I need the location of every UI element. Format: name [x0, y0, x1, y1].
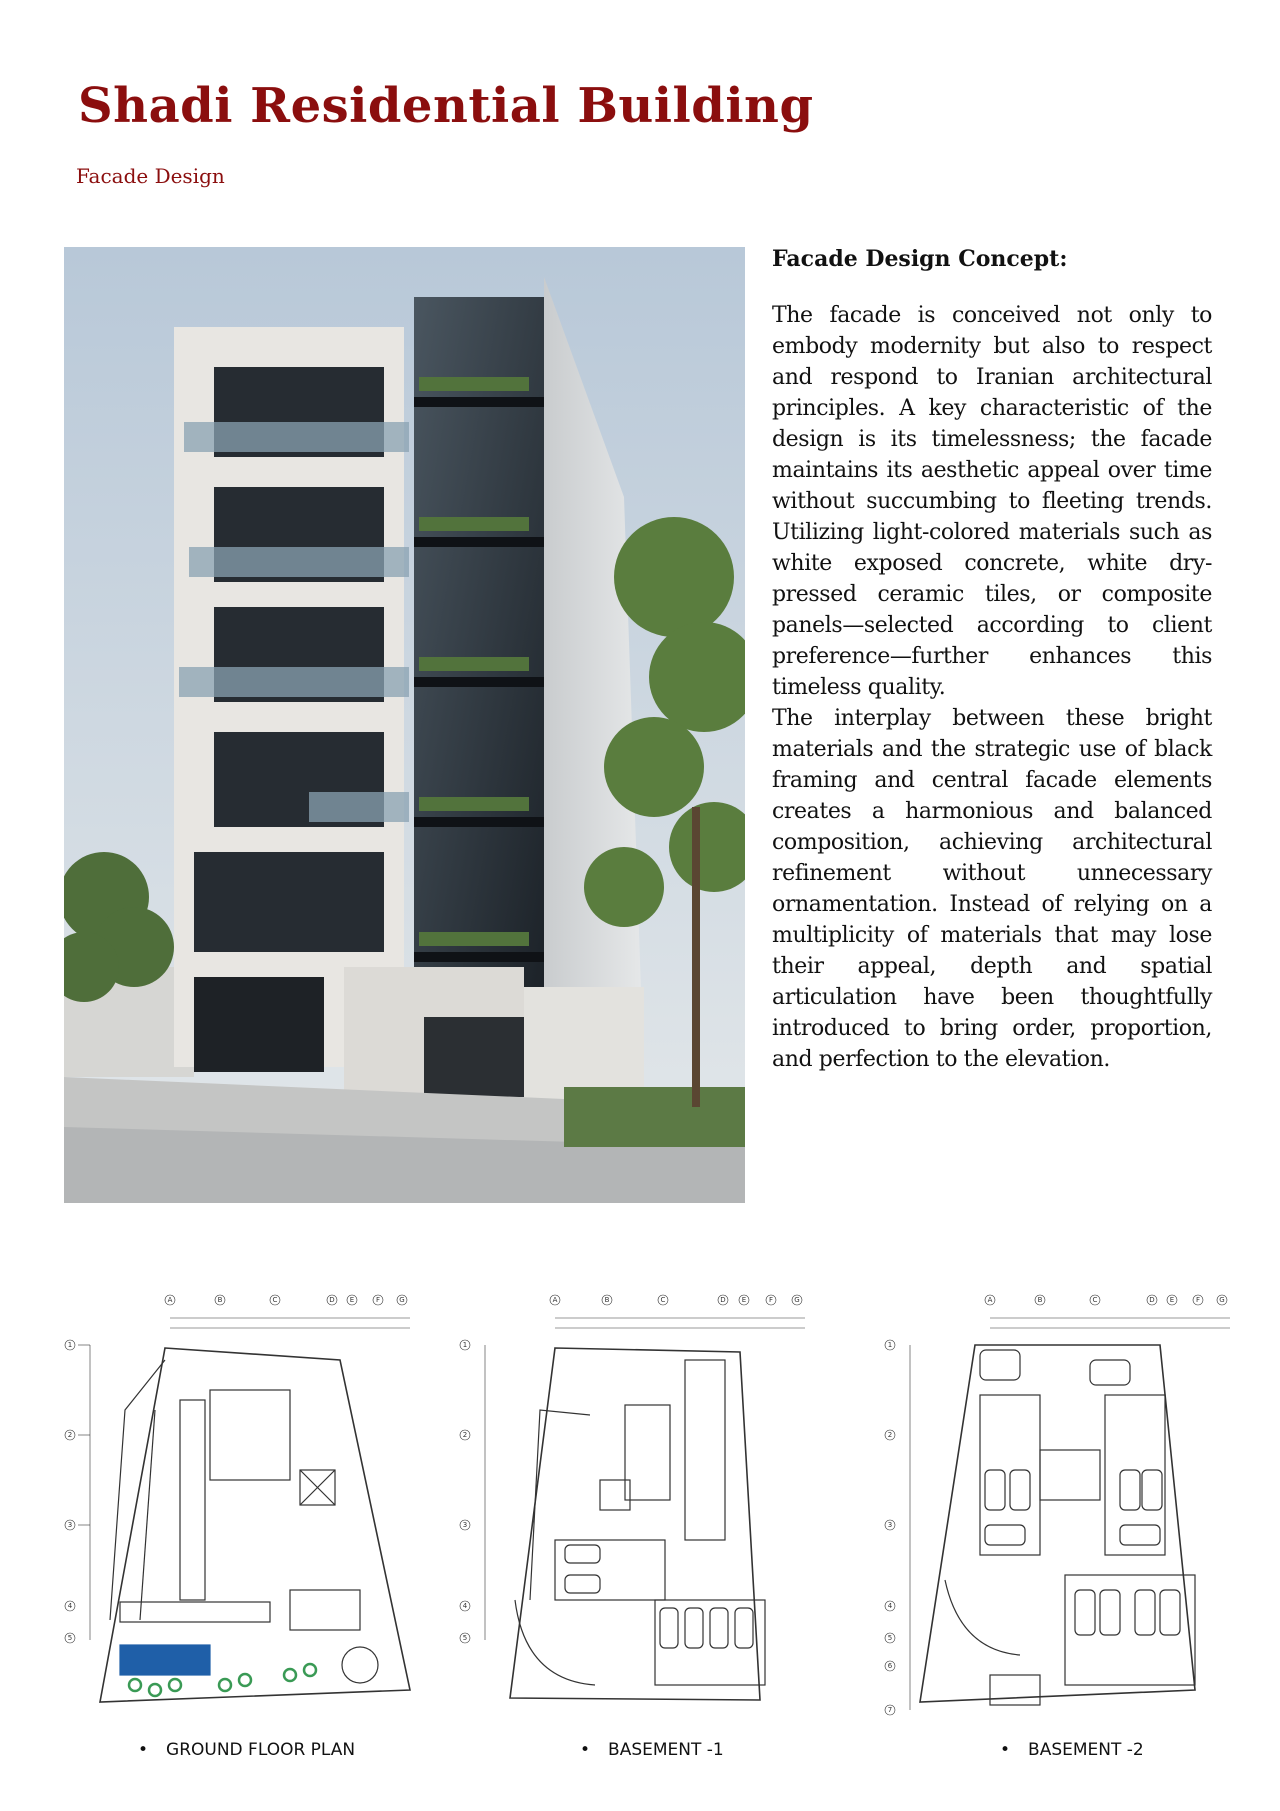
grid-label: C	[1092, 1296, 1098, 1304]
facade-photo	[64, 247, 745, 1203]
grid-label: C	[272, 1296, 278, 1304]
row-label: 4	[67, 1602, 73, 1610]
grid-label: C	[660, 1296, 666, 1304]
caption-label: BASEMENT -2	[1028, 1740, 1144, 1760]
ground-floor-plan	[60, 1290, 430, 1720]
concept-paragraph-2: The interplay between these bright materials and the strategic use of black framing and central facade elements creates a harmonious and balanced composition, achieving architectural refinement without unnecessary ornamentation. Instead of relying on a multiplicity of materials that may lose their appeal, depth and spatial articulation have been thoughtfully introduced to bring order, proportion, and perfection to the elevation.	[772, 706, 1212, 1072]
row-label: 2	[462, 1431, 468, 1439]
row-label: 4	[887, 1602, 893, 1610]
page-subtitle: Facade Design	[76, 164, 225, 188]
row-label: 3	[462, 1521, 468, 1529]
bullet-icon: •	[580, 1740, 591, 1760]
concept-heading: Facade Design Concept:	[772, 246, 1068, 272]
bullet-icon: •	[1000, 1740, 1011, 1760]
grid-label: D	[329, 1296, 335, 1304]
grid-label: B	[217, 1296, 223, 1304]
row-label: 1	[887, 1341, 893, 1349]
row-label: 3	[67, 1521, 73, 1529]
grid-label: D	[720, 1296, 726, 1304]
caption-ground-floor	[138, 1740, 355, 1760]
row-label: 5	[462, 1634, 468, 1642]
basement-2-plan	[880, 1290, 1250, 1720]
grid-label: E	[349, 1296, 355, 1304]
grid-label: A	[552, 1296, 558, 1304]
row-label: 2	[67, 1431, 73, 1439]
concept-text-block	[772, 246, 1212, 1075]
grid-label: G	[794, 1296, 800, 1304]
concept-paragraph-1: The facade is conceived not only to embody modernity but also to respect and respond to Iranian architectural principles. A key characteristic of the design is its timelessness; the facade maintains its aesthetic appeal over time without succumbing to fleeting trends. Utilizing light-colored materials such as white exposed concrete, white dry-pressed ceramic tiles, or composite panels—selected according to client preference—further enhances this timeless quality.	[772, 303, 1212, 700]
pool	[120, 1645, 210, 1675]
grid-label: D	[1149, 1296, 1155, 1304]
row-label: 4	[462, 1602, 468, 1610]
row-label: 6	[887, 1662, 893, 1670]
grid-label: B	[604, 1296, 610, 1304]
caption-basement-2	[1000, 1740, 1144, 1760]
grid-label: F	[375, 1296, 381, 1304]
grid-label: B	[1037, 1296, 1043, 1304]
row-label: 1	[462, 1341, 468, 1349]
row-label: 7	[887, 1706, 893, 1714]
bullet-icon: •	[138, 1740, 149, 1760]
page-title: Shadi Residential Building	[78, 78, 814, 134]
row-label: 2	[887, 1431, 893, 1439]
grid-label: A	[167, 1296, 173, 1304]
caption-label: GROUND FLOOR PLAN	[166, 1740, 356, 1760]
grid-label: A	[987, 1296, 993, 1304]
grid-label: F	[768, 1296, 774, 1304]
row-label: 1	[67, 1341, 73, 1349]
grid-label: G	[399, 1296, 405, 1304]
grid-label: F	[1195, 1296, 1201, 1304]
row-label: 5	[887, 1634, 893, 1642]
grid-label: E	[1169, 1296, 1175, 1304]
row-label: 3	[887, 1521, 893, 1529]
grid-label: G	[1219, 1296, 1225, 1304]
grid-label: E	[741, 1296, 747, 1304]
row-label: 5	[67, 1634, 73, 1642]
caption-label: BASEMENT -1	[608, 1740, 724, 1760]
caption-basement-1	[580, 1740, 724, 1760]
basement-1-plan	[455, 1290, 825, 1720]
